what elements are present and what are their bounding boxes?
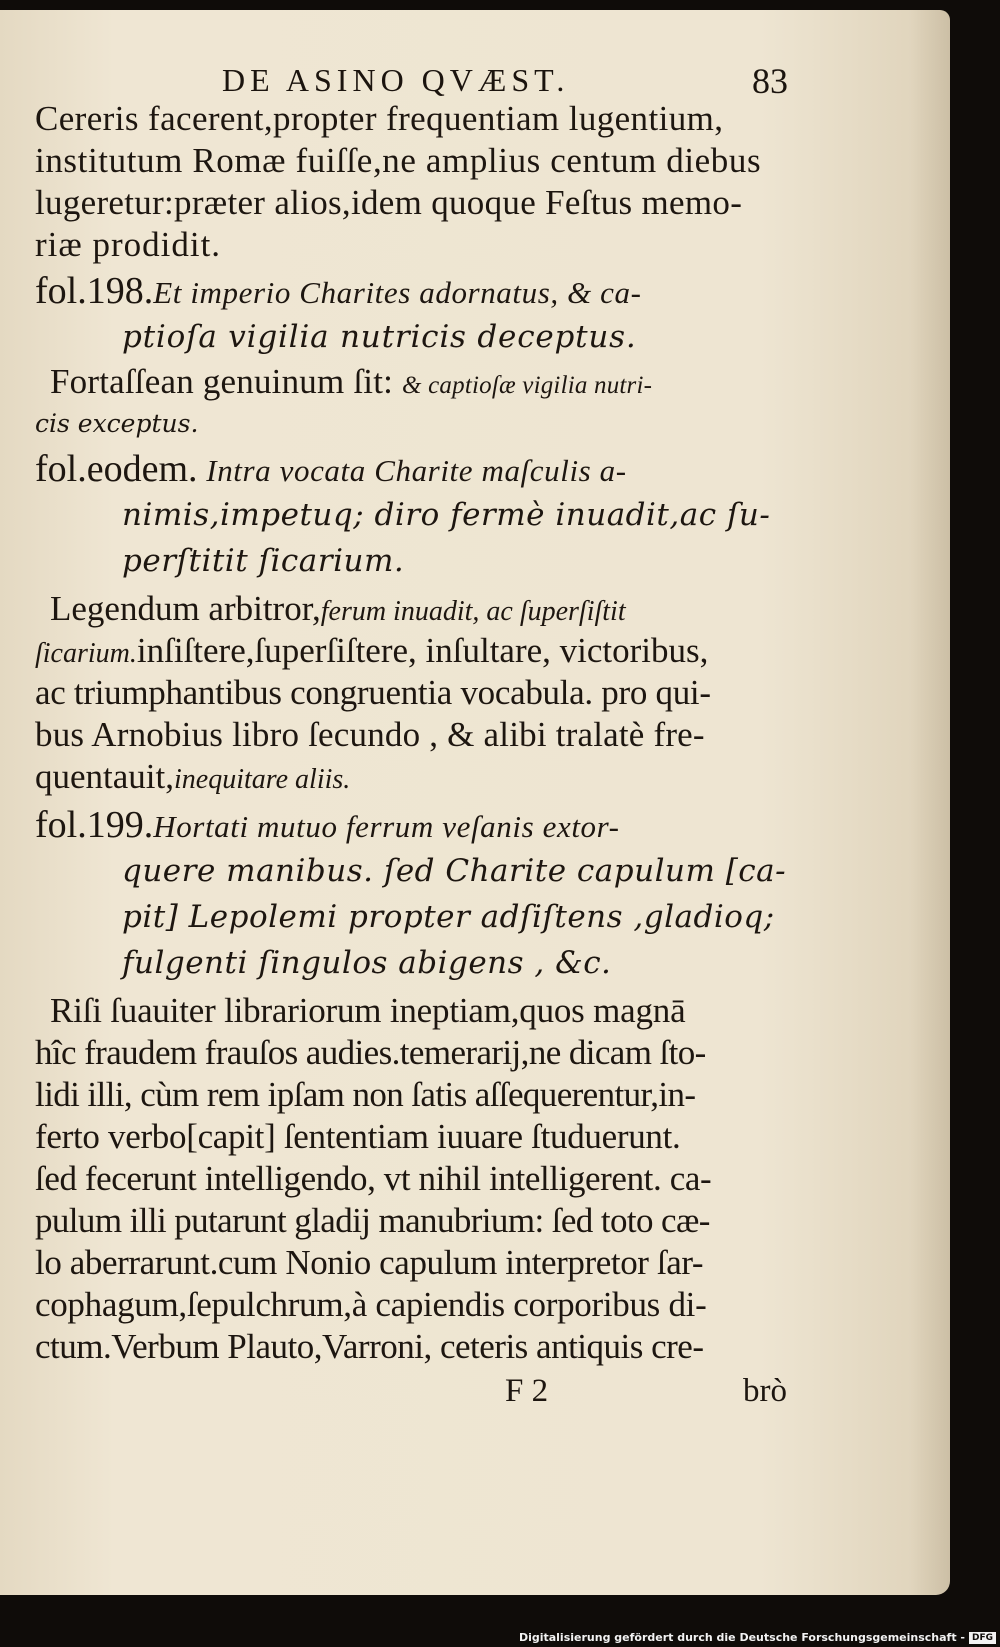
dfg-logo-icon: DFG — [969, 1632, 996, 1644]
lemma-line: quere manibus. ſed Charite capulum [ca- — [122, 853, 787, 889]
text-line: ac triumphantibus congruentia vocabula. pro qui- — [35, 673, 711, 712]
text-line: institutum Romæ fuiſſe,ne amplius centum diebus — [35, 141, 762, 180]
text-line: ſicarium.inſiſtere,ſuperſiſtere, inſultare, victoribus, — [35, 631, 709, 670]
digitization-footer — [0, 1630, 1000, 1647]
lemma-line: ptioſa vigilia nutricis deceptus. — [122, 319, 637, 355]
text-line: Fortaſſean genuinum ſit: & captioſæ vigilia nutri- — [50, 362, 653, 401]
page-edge-shadow — [910, 10, 950, 1595]
catchline — [0, 1373, 950, 1418]
lemma-line: pit] Lepolemi propter adſiſtens ,gladioq; — [122, 899, 775, 935]
lemma-line: fol.198.Et imperio Charites adornatus, & ca- — [35, 270, 642, 312]
text-line: ctum.Verbum Plauto,Varroni, ceteris antiquis cre- — [35, 1327, 704, 1366]
text-line: hîc fraudem frauſos audies.temerarij,ne dicam ſto- — [35, 1033, 706, 1072]
folio-reference: fol.eodem. — [35, 448, 198, 490]
book-page — [0, 10, 950, 1595]
text-line: quentauit,inequitare aliis. — [35, 757, 351, 796]
catchword: brò — [743, 1373, 787, 1409]
text-line: lidi illi, cùm rem ipſam non ſatis aſſequerentur,in- — [35, 1075, 696, 1114]
text-line: Legendum arbitror,ferum inuadit, ac ſuperſiſtit — [50, 589, 626, 628]
lemma-line: fulgenti ſingulos abigens , &c. — [122, 945, 612, 981]
lemma-line: fol.eodem. Intra vocata Charite maſculis a- — [35, 448, 627, 490]
folio-reference: fol.198. — [35, 270, 154, 312]
folio-reference: fol.199. — [35, 804, 154, 846]
text-line: ſed fecerunt intelligendo, vt nihil intelligerent. ca- — [35, 1159, 712, 1198]
text-line: pulum illi putarunt gladij manubrium: ſed toto cæ- — [35, 1201, 710, 1240]
text-line: cis exceptus. — [35, 409, 199, 438]
funding-credit: Digitalisierung gefördert durch die Deutsche Forschungsgemeinschaft - — [518, 1631, 965, 1644]
text-line: cophagum,ſepulchrum,à capiendis corporibus di- — [35, 1285, 707, 1324]
page-number: 83 — [752, 61, 788, 101]
text-line: riæ prodidit. — [35, 225, 222, 264]
signature-mark: F 2 — [505, 1373, 549, 1409]
text-line: Cereris facerent,propter frequentiam lugentium, — [35, 99, 724, 138]
running-head: DE ASINO QVÆST. — [222, 62, 570, 98]
text-line: ferto verbo[capit] ſententiam iuuare ſtuduerunt. — [35, 1117, 681, 1156]
text-line: lugeretur:præter alios,idem quoque Feſtus memo- — [35, 183, 743, 222]
lemma-line: perſtitit ſicarium. — [122, 543, 405, 579]
lemma-line: fol.199.Hortati mutuo ferrum veſanis extor- — [35, 804, 620, 846]
text-line: lo aberrarunt.cum Nonio capulum interpretor ſar- — [35, 1243, 704, 1282]
text-line: Riſi ſuauiter librariorum ineptiam,quos magnā — [50, 991, 686, 1030]
lemma-line: nimis,impetuq; diro fermè inuadit,ac ſu- — [122, 497, 771, 533]
text-line: bus Arnobius libro ſecundo , & alibi tralatè fre- — [35, 715, 705, 754]
